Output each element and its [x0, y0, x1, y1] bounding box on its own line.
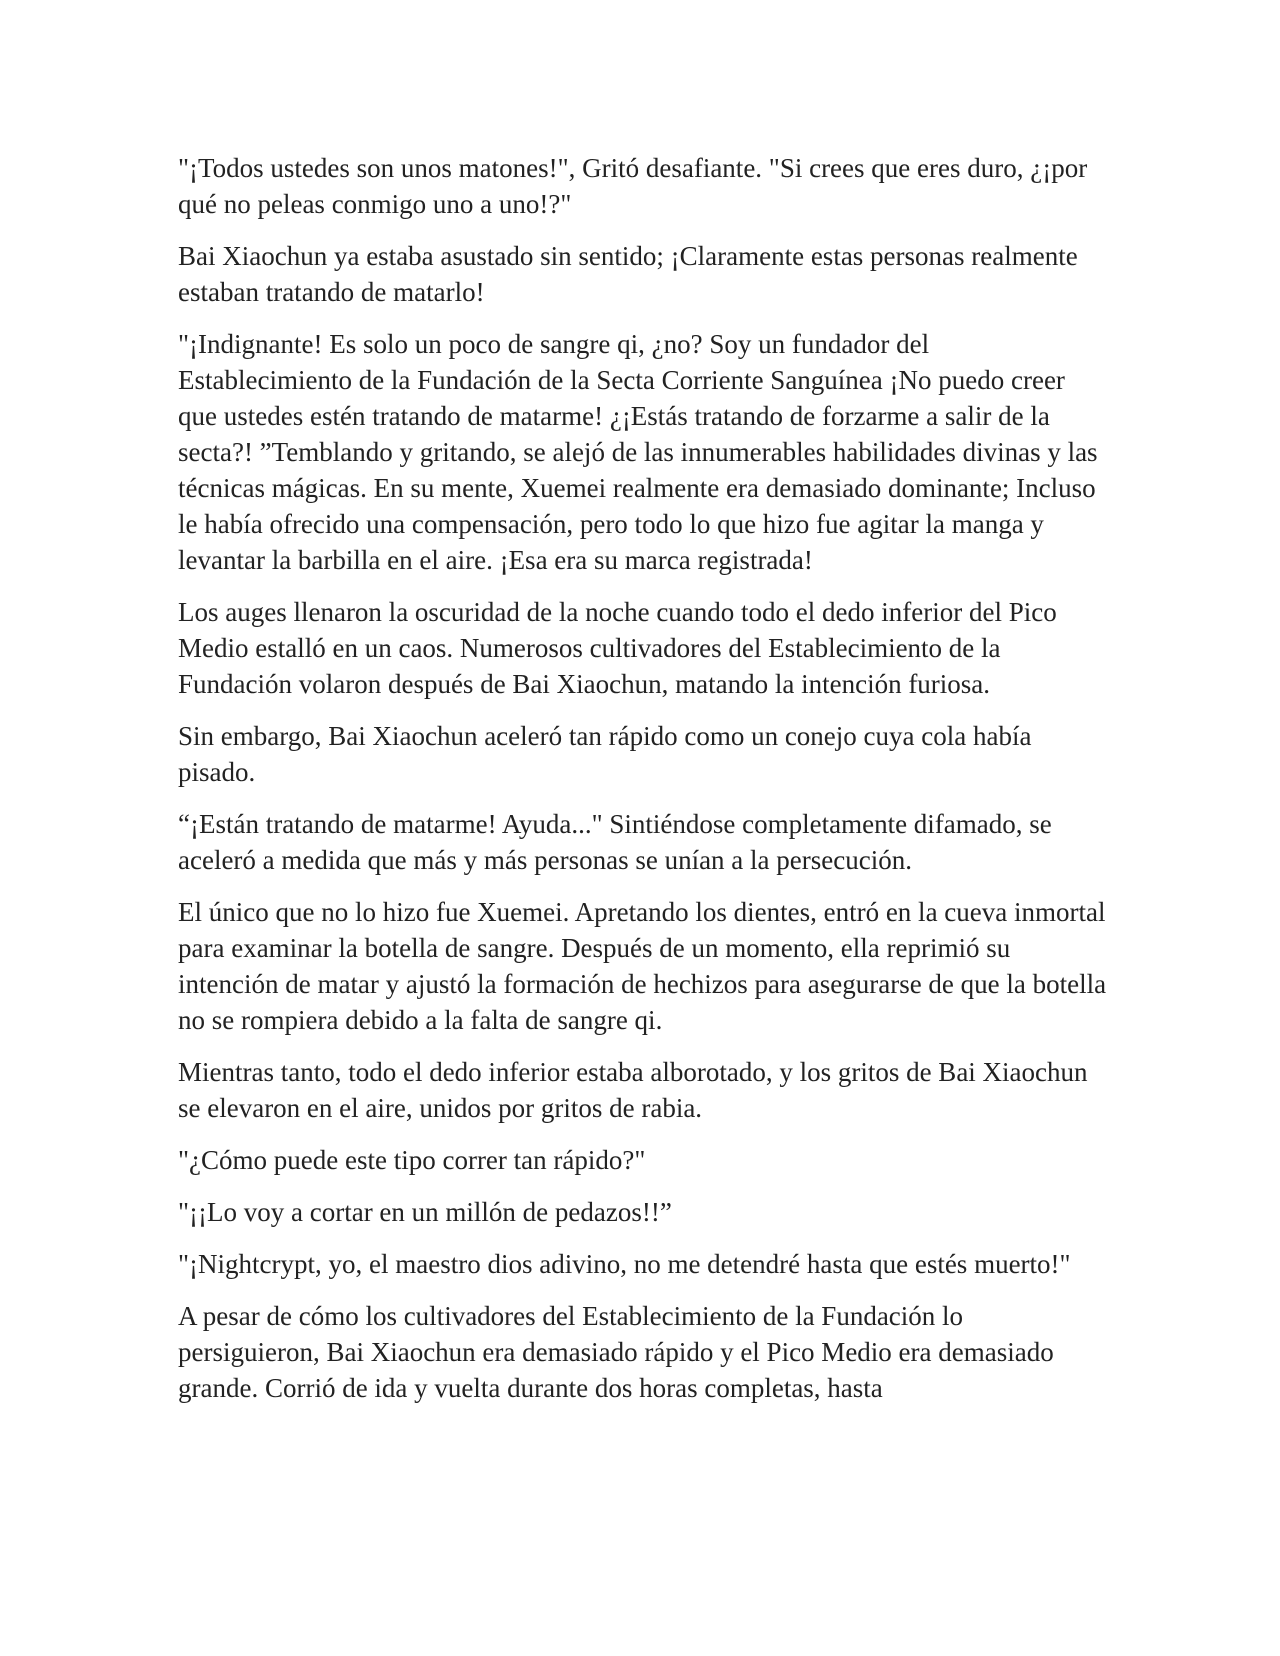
body-text — [178, 150, 1108, 1422]
paragraph-10: "¡¡Lo voy a cortar en un millón de pedazos!!” — [178, 1197, 672, 1227]
paragraph-8: Mientras tanto, todo el dedo inferior estaba alborotado, y los gritos de Bai Xiaochun se elevaron en el aire, unidos por gritos de rabia. — [178, 1057, 1088, 1123]
paragraph-4: Los auges llenaron la oscuridad de la noche cuando todo el dedo inferior del Pico Medio estalló en un caos. Numerosos cultivadores del Establecimiento de la Fundación volaron después de Bai Xiaochun, matando la intención furiosa. — [178, 597, 1057, 699]
paragraph-3: "¡Indignante! Es solo un poco de sangre qi, ¿no? Soy un fundador del Establecimiento de la Fundación de la Secta Corriente Sanguínea ¡No puedo creer que ustedes estén tratando de matarme! ¿¡Estás tratando de forzarme a salir de la secta?! ”Temblando y gritando, se alejó de las innumerables habilidades divinas y las técnicas mágicas. En su mente, Xuemei realmente era demasiado dominante; Incluso le había ofrecido una compensación, pero todo lo que hizo fue agitar la manga y levantar la barbilla en el aire. ¡Esa era su marca registrada! — [178, 329, 1098, 575]
paragraph-2: Bai Xiaochun ya estaba asustado sin sentido; ¡Claramente estas personas realmente estaban tratando de matarlo! — [178, 241, 1078, 307]
paragraph-5: Sin embargo, Bai Xiaochun aceleró tan rápido como un conejo cuya cola había pisado. — [178, 721, 1032, 787]
paragraph-12: A pesar de cómo los cultivadores del Establecimiento de la Fundación lo persiguieron, Bai Xiaochun era demasiado rápido y el Pico Medio era demasiado grande. Corrió de ida y vuelta durante dos horas completas, hasta — [178, 1301, 1054, 1403]
paragraph-9: "¿Cómo puede este tipo correr tan rápido?" — [178, 1145, 646, 1175]
paragraph-11: "¡Nightcrypt, yo, el maestro dios adivino, no me detendré hasta que estés muerto!" — [178, 1249, 1071, 1279]
paragraph-7: El único que no lo hizo fue Xuemei. Apretando los dientes, entró en la cueva inmortal para examinar la botella de sangre. Después de un momento, ella reprimió su intención de matar y ajustó la formación de hechizos para asegurarse de que la botella no se rompiera debido a la falta de sangre qi. — [178, 897, 1107, 1035]
paragraph-1: "¡Todos ustedes son unos matones!", Gritó desafiante. "Si crees que eres duro, ¿¡por qué no peleas conmigo uno a uno!?" — [178, 153, 1088, 219]
paragraph-6: “¡Están tratando de matarme! Ayuda..." Sintiéndose completamente difamado, se aceleró a medida que más y más personas se unían a la persecución. — [178, 809, 1052, 875]
